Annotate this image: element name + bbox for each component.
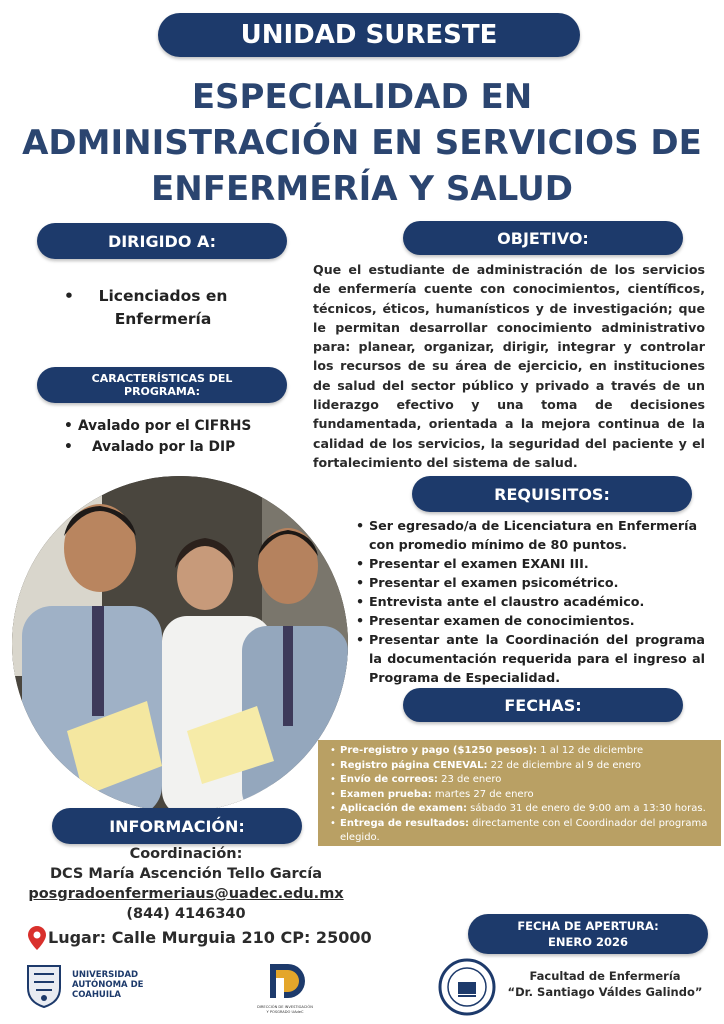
fechas-heading: [403, 688, 683, 722]
dip-logo: [250, 958, 320, 1018]
requisitos-list: [369, 516, 705, 687]
list-item: [340, 773, 717, 788]
dip-mark-icon: [262, 958, 308, 1004]
facultad-name: [500, 968, 710, 1000]
caracteristicas-heading-line-2: PROGRAMA:: [124, 385, 200, 398]
objetivo-heading: [403, 221, 683, 255]
list-item: • Presentar el examen EXANI III.: [369, 554, 705, 573]
apertura-line-1: FECHA DE APERTURA:: [517, 919, 659, 933]
requisitos-heading: [412, 476, 692, 512]
dirigido-item-text: Licenciados en Enfermería: [98, 287, 228, 328]
uac-name-line-2: AUTÓNOMA DE: [72, 980, 144, 990]
coordinator-name: DCS María Ascención Tello García: [49, 866, 323, 882]
uac-shield-icon: [24, 962, 64, 1008]
date-label: Aplicación de examen:: [340, 803, 467, 814]
uac-logo: [24, 962, 154, 1012]
caracteristicas-heading: [37, 367, 287, 403]
students-photo: [12, 476, 348, 812]
location-row: [22, 926, 372, 952]
date-value: 23 de enero: [437, 774, 502, 785]
date-value: martes 27 de enero: [431, 788, 534, 800]
unit-banner: [158, 13, 580, 57]
contact-phone: (844) 4146340: [126, 906, 246, 922]
bullet-icon: •: [64, 287, 74, 305]
location-pin-icon: [28, 926, 46, 950]
program-title-line-1: ESPECIALIDAD EN: [191, 77, 533, 117]
list-item: • Avalado por la DIP: [78, 437, 298, 458]
uac-name-line-3: COAHUILA: [72, 990, 121, 1000]
contact-email[interactable]: posgradoenfermeriaus@uadec.edu.mx: [28, 886, 344, 902]
program-title-line-3: ENFERMERÍA Y SALUD: [151, 169, 573, 209]
objetivo-text: Que el estudiante de administración de los servicios de enfermería cuente con conocimientos, científicos, técnicos, éticos, humanísticos y de investigación; que le permitan desarrollar conocimiento administrativo para: planear, organizar, dirigir, integrar y controlar los recursos de su área de ejercicio, en instituciones de salud del sector público y privado a través de un liderazgo efectivo y una toma de decisiones fundamentada, orientada a la mejora continua de la calidad de los servicios, la seguridad del paciente y el fortalecimiento del sistema de salud.: [313, 262, 705, 470]
date-label: Registro página CENEVAL:: [340, 759, 488, 771]
list-item: [340, 817, 717, 846]
date-value: directamente con el Coordinador del programa elegido.: [340, 817, 708, 843]
fechas-panel: [318, 740, 721, 846]
list-item: [340, 744, 717, 759]
program-title-line-2: ADMINISTRACIÓN EN SERVICIOS DE: [22, 123, 702, 163]
list-item: • Presentar ante la Coordinación del programa la documentación requerida para el ingreso al Programa de Especialidad.: [369, 630, 705, 687]
dirigido-item: [60, 285, 260, 331]
date-label: Envío de correos:: [340, 774, 438, 785]
requisitos-heading-label: REQUISITOS:: [494, 484, 610, 504]
unit-label: UNIDAD SURESTE: [240, 20, 498, 50]
facultad-line-2: “Dr. Santiago Váldes Galindo”: [507, 985, 703, 999]
date-value: 1 al 12 de diciembre: [537, 745, 644, 756]
coordinacion-label: Coordinación:: [129, 846, 243, 862]
caracteristicas-list: [78, 416, 298, 458]
date-label: Examen prueba:: [340, 788, 432, 800]
informacion-heading-label: INFORMACIÓN:: [109, 816, 245, 836]
apertura-banner: [468, 914, 708, 954]
list-item: • Entrevista ante el claustro académico.: [369, 592, 705, 611]
date-label: Pre-registro y pago ($1250 pesos):: [340, 745, 538, 756]
students-illustration: [12, 476, 348, 812]
facultad-line-1: Facultad de Enfermería: [529, 969, 681, 983]
list-item: • Ser egresado/a de Licenciatura en Enfermería con promedio mínimo de 80 puntos.: [369, 516, 705, 554]
dip-name-line-2: Y POSGRADO UAdeC: [266, 1010, 304, 1014]
list-item: • Presentar el examen psicométrico.: [369, 573, 705, 592]
apertura-line-2: ENERO 2026: [548, 935, 628, 949]
list-item: • Avalado por el CIFRHS: [78, 416, 298, 437]
list-item: [340, 802, 717, 817]
facultad-seal-icon: [438, 958, 496, 1016]
dirigido-heading-label: DIRIGIDO A:: [107, 231, 217, 251]
list-item: [340, 788, 717, 803]
date-value: 22 de diciembre al 9 de enero: [487, 759, 642, 771]
date-label: Entrega de resultados:: [340, 817, 469, 829]
list-item: • Presentar examen de conocimientos.: [369, 611, 705, 630]
dirigido-heading: [37, 223, 287, 259]
fechas-list: [340, 744, 717, 846]
uac-name-line-1: UNIVERSIDAD: [72, 970, 139, 980]
date-value: sábado 31 de enero de 9:00 am a 13:30 horas.: [466, 803, 706, 814]
location-text: Lugar: Calle Murguia 210 CP: 25000: [48, 928, 372, 947]
fechas-heading-label: FECHAS:: [504, 695, 582, 715]
dip-name-line-1: DIRECCIÓN DE INVESTIGACIÓN: [257, 1005, 313, 1009]
list-item: [340, 759, 717, 774]
informacion-heading: [52, 808, 302, 844]
objetivo-heading-label: OBJETIVO:: [497, 228, 589, 248]
caracteristicas-heading-line-1: CARACTERÍSTICAS DEL: [91, 372, 233, 385]
